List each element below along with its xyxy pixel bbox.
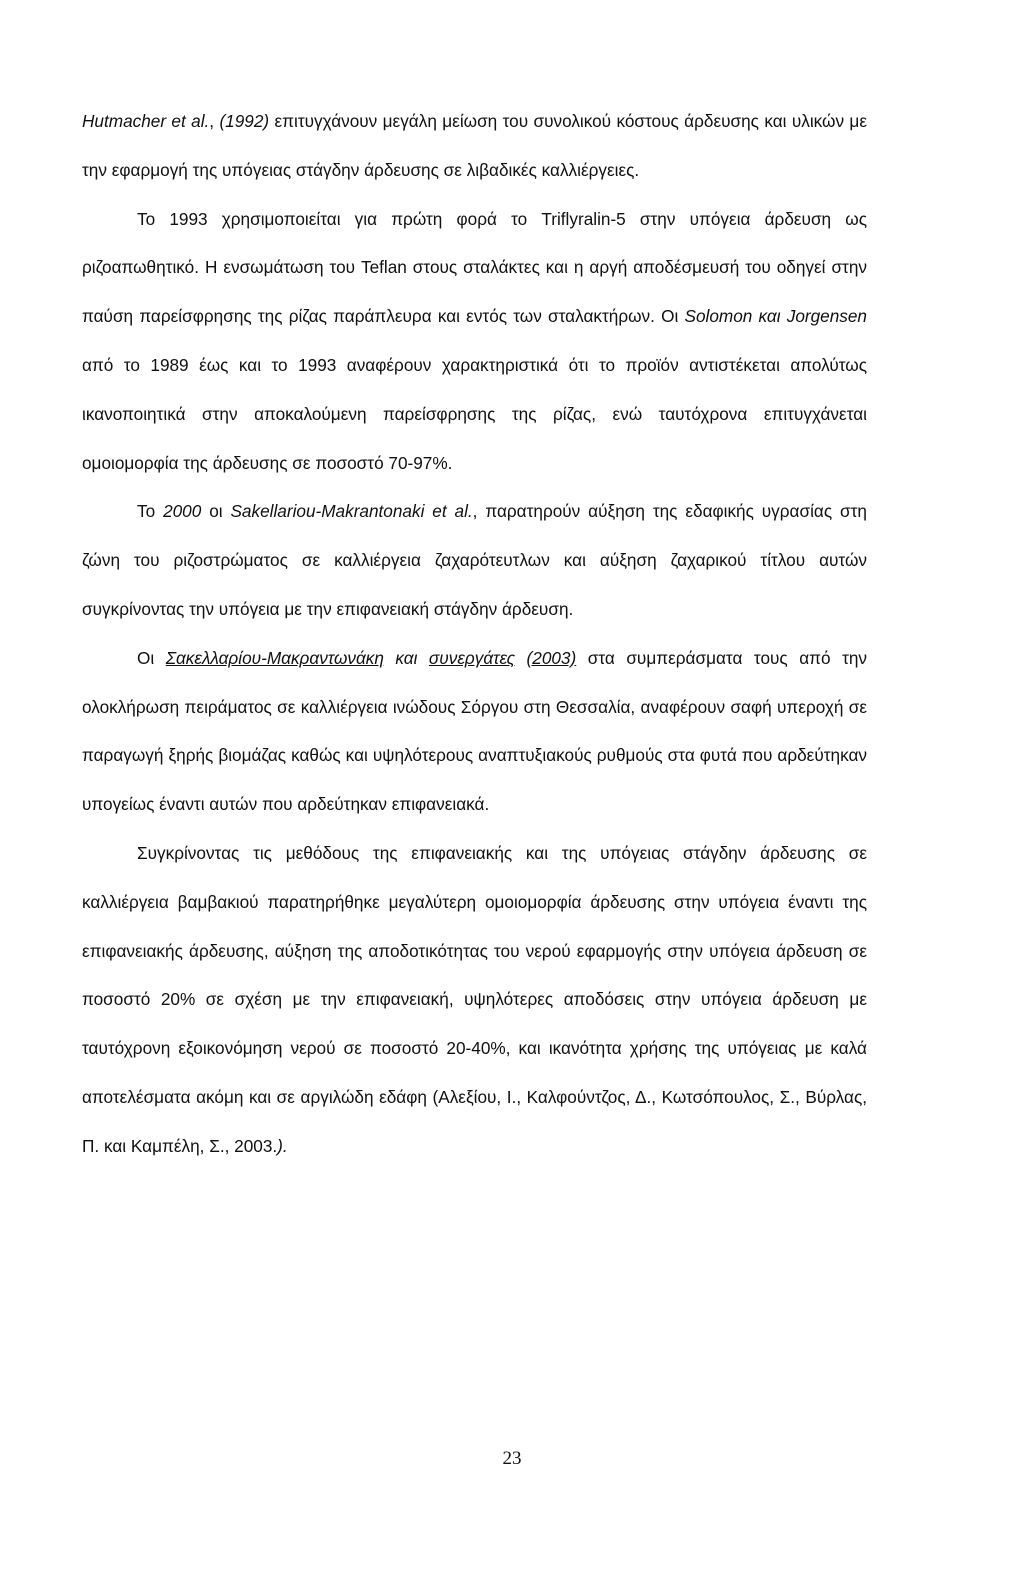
text-run: οι bbox=[201, 501, 231, 522]
citation-authors: Σακελλαρίου-Μακραντωνάκη bbox=[165, 647, 384, 668]
text-run: ). bbox=[277, 1135, 288, 1156]
citation-year: 2000 bbox=[163, 501, 202, 522]
text-run: , bbox=[209, 111, 220, 131]
text-run: Οι bbox=[137, 647, 166, 668]
page-number: 23 bbox=[502, 1448, 522, 1469]
paragraph-triflyralin bbox=[82, 195, 867, 488]
citation-coauthors: συνεργάτες bbox=[428, 647, 516, 668]
citation-authors: Hutmacher et al. bbox=[82, 111, 210, 131]
text-run: Το 1993 χρησιμοποιείται για πρώτη φορά το Triflyralin-5 στην υπόγεια άρδευση ως ριζοαπωθητικό. Η ενσωμάτωση του Teflan στους σταλάκτες και η αργή αποδέσμευσή του οδηγεί στην παύση παρείσφρησης της ρίζας παράπλευρα και εντός των σταλακτήρων. Οι bbox=[82, 208, 867, 327]
text-run: Το bbox=[137, 501, 164, 522]
citation-authors: Sakellariou-Makrantonaki et al. bbox=[230, 501, 473, 522]
text-run: στα συμπεράσματα τους από την ολοκλήρωση πειράματος σε καλλιέργεια ινώδους Σόργου στη Θεσσαλία, αναφέρουν σαφή υπεροχή σε παραγωγή ξηρής βιομάζας καθώς και υψηλότερους αναπτυξιακούς ρυθμούς στα φυτά που αρδεύτηκαν υπογείως έναντι αυτών που αρδεύτηκαν επιφανειακά. bbox=[82, 647, 868, 815]
paragraph-sorghum bbox=[82, 634, 867, 829]
text-run bbox=[515, 648, 527, 668]
body-text bbox=[82, 97, 867, 1171]
citation-year: (1992) bbox=[219, 111, 270, 131]
paragraph-hutmacher bbox=[82, 97, 867, 195]
paragraph-cotton bbox=[82, 829, 867, 1171]
citation-authors: Solomon και Jorgensen bbox=[684, 306, 867, 327]
citation-year: (2003) bbox=[526, 647, 577, 668]
text-run: επιτυγχάνουν μεγάλη μείωση του συνολικού κόστους άρδευσης και υλικών με την εφαρμογή της υπόγειας στάγδην άρδευσης σε λιβαδικές καλλιέργειες. bbox=[82, 111, 867, 180]
text-run: , παρατηρούν αύξηση της εδαφικής υγρασίας στη ζώνη του ριζοστρώματος σε καλλιέργεια ζαχαρότευτλων και αύξηση ζαχαρικού τίτλου αυτών συγκρίνοντας την υπόγεια με την επιφανειακή στάγδην άρδευση. bbox=[82, 501, 867, 619]
paragraph-sakellariou bbox=[82, 487, 867, 633]
citation-connector: και bbox=[383, 647, 429, 668]
text-run: από το 1989 έως και το 1993 αναφέρουν χαρακτηριστικά ότι το προϊόν αντιστέκεται απολύτως ικανοποιητικά στην αποκαλούμενη παρείσφρησης της ρίζας, ενώ ταυτόχρονα επιτυγχάνεται ομοιομορφία της άρδευσης σε ποσοστό 70-97%. bbox=[82, 354, 867, 473]
text-run: Συγκρίνοντας τις μεθόδους της επιφανειακής και της υπόγειας στάγδην άρδευσης σε καλλιέργεια βαμβακιού παρατηρήθηκε μεγαλύτερη ομοιομορφία άρδευσης στην υπόγεια έναντι της επιφανειακής άρδευσης, αύξηση της αποδοτικότητας του νερού εφαρμογής στην υπόγεια άρδευση σε ποσοστό 20% σε σχέση με την επιφανειακή, υψηλότερες αποδόσεις στην υπόγεια άρδευση με ταυτόχρονη εξοικονόμηση νερού σε ποσοστό 20-40%, και ικανότητα χρήσης της υπόγειας με καλά αποτελέσματα ακόμη και σε αργιλώδη εδάφη (Αλεξίου, Ι., Καλφούντζος, Δ., Κωτσόπουλος, Σ., Βύρλας, Π. και Καμπέλη, Σ., 2003. bbox=[82, 842, 867, 1156]
